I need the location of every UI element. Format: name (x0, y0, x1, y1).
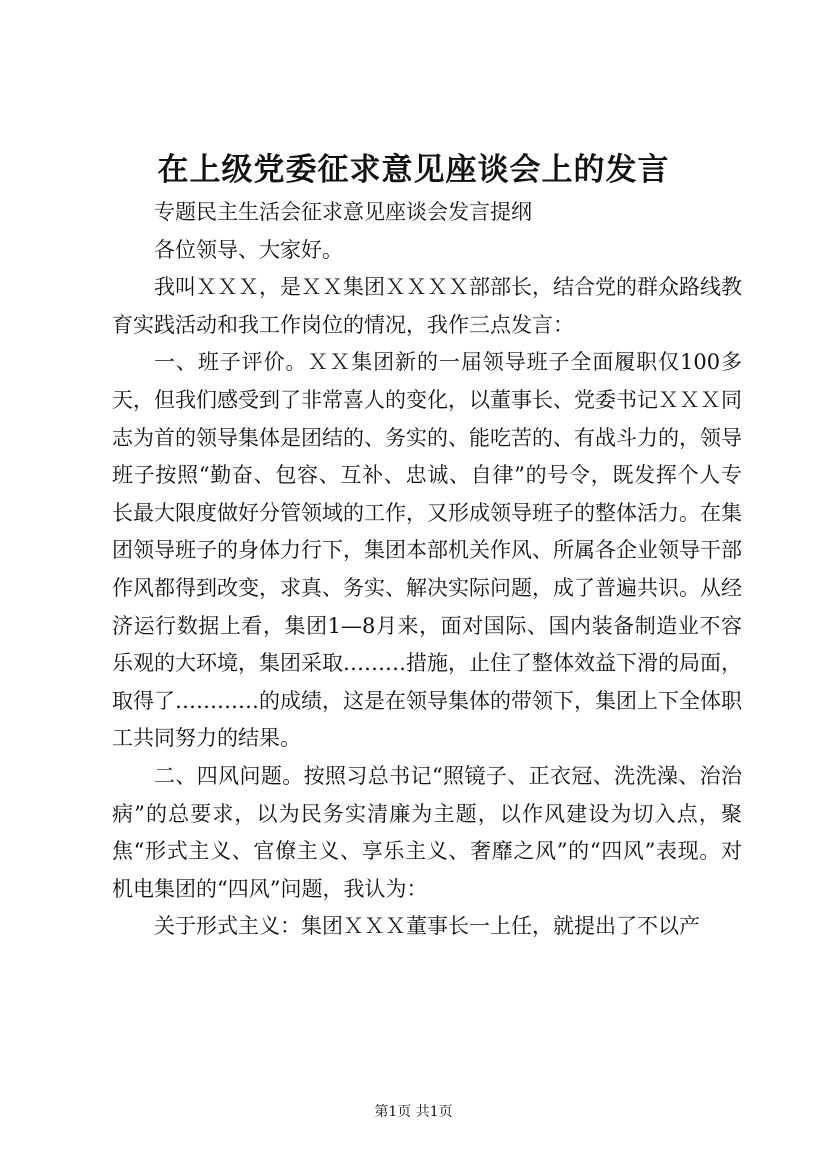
paragraph-four-styles: 二、四风问题。按照习总书记“照镜子、正衣冠、洗洗澡、治治病”的总要求，以为民务实清廉为主题，以作风建设为切入点，聚焦“形式主义、官僚主义、享乐主义、奢靡之风”的“四风”表现。对机电集团的“四风”问题，我认为： (112, 763, 742, 901)
document-title: 在上级党委征求意见座谈会上的发言 (157, 152, 670, 188)
document-body (112, 194, 742, 946)
page-footer: 第1页 共1页 (374, 1104, 453, 1120)
paragraph-team-evaluation: 一、班子评价。ＸＸ集团新的一届领导班子全面履职仅100多天，但我们感受到了非常喜人的变化，以董事长、党委书记ＸＸＸ同志为首的领导集体是团结的、务实的、能吃苦的、有战斗力的，领导班子按照“勤奋、包容、互补、忠诚、自律”的号令，既发挥个人专长最大限度做好分管领域的工作，又形成领导班子的整体活力。在集团领导班子的身体力行下，集团本部机关作风、所属各企业领导干部作风都得到改变，求真、务实、解决实际问题，成了普遍共识。从经济运行数据上看，集团1—8月来，面对国际、国内装备制造业不容乐观的大环境，集团采取………措施，止住了整体效益下滑的局面，取得了…………的成绩，这是在领导集体的带领下，集团上下全体职工共同努力的结果。 (112, 350, 742, 751)
paragraph-intro: 我叫ＸＸＸ，是ＸＸ集团ＸＸＸＸ部部长，结合党的群众路线教育实践活动和我工作岗位的情况，我作三点发言： (112, 275, 742, 337)
paragraph-subtitle: 专题民主生活会征求意见座谈会发言提纲 (154, 200, 532, 224)
paragraph-greeting: 各位领导、大家好。 (154, 237, 343, 262)
paragraph-formalism: 关于形式主义：集团ＸＸＸ董事长一上任，就提出了不以产 (154, 914, 700, 939)
